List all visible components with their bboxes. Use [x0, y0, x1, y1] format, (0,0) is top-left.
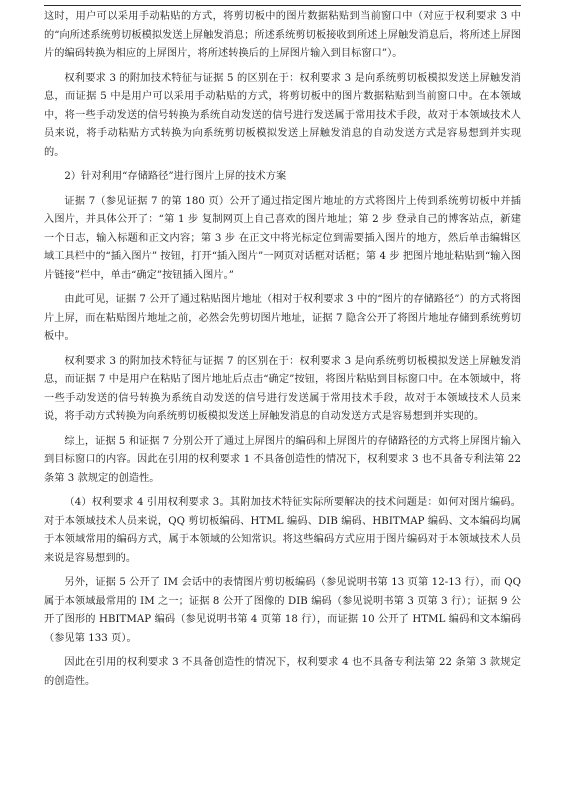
- paragraph-9: 因此在引用的权利要求 3 不具备创造性的情况下，权利要求 4 也不具备专利法第 22 条第 3 款规定的创造性。: [44, 657, 521, 687]
- paragraph-7: （4）权利要求 4 引用权利要求 3。其附加技术特征实际所要解决的技术问题是：如何对图片编码。对于本领域技术人员来说，QQ 剪切板编码、HTML 编码、DIB 编码、HBITMAP 编码、文本编码均属于本领域常用的编码方式，属于本领域的公知常识。将这些编码方式应用于图片编码对于本领域技术人员来说是容易想到的。: [44, 497, 521, 564]
- paragraph-6: 综上，证据 5 和证据 7 分别公开了通过上屏图片的编码和上屏图片的存储路径的方式将上屏图片输入到目标窗口的内容。因此在引用的权利要求 1 不具备创造性的情况下，权利要求 3 也不具备专利法第 22 条第 3 款规定的创造性。: [44, 435, 521, 484]
- section-heading-storage-path: 2）针对利用“存储路径”进行图片上屏的技术方案: [64, 171, 287, 182]
- header-rule: [44, 5, 521, 6]
- paragraph-5: 权利要求 3 的附加技术特征与证据 7 的区别在于：权利要求 3 是向系统剪切板模拟发送上屏触发消息，而证据 7 中是用户在粘贴了图片地址后点击“确定”按钮，将图片粘贴到目标窗口中。在本领域中，将一些手动发送的信号转换为系统自动发送的信号进行发送属于常用技术手段，故对于本领域技术人员来说，将手动方式转换为向系统剪切板模拟发送上屏触发消息的自动发送方式是容易想到并实现的。: [44, 355, 521, 422]
- paragraph-8: 另外，证据 5 公开了 IM 会话中的表情图片剪切板编码（参见说明书第 13 页第 12-13 行），而 QQ 属于本领域最常用的 IM 之一；证据 8 公开了图像的 DIB 编码（参见说明书第 3 页第 3 行）；证据 9 公开了图形的 HBITMAP 编码（参见说明书第 4 页第 18 行），而证据 10 公开了 HTML 编码和文本编码（参见第 133 页）。: [44, 577, 521, 644]
- paragraph-3: 证据 7（参见证据 7 的第 180 页）公开了通过指定图片地址的方式将图片上传到系统剪切板中并插入图片，并具体公开了：“第 1 步 复制网页上自己喜欢的图片地址；第 2 步 登录自己的博客站点，新建一个日志，输入标题和正文内容；第 3 步 在正文中将光标定位到需要插入图片的地方，然后单击编辑区域工具栏中的“插入图片” 按钮，打开“插入图片”一网页对话框对话框；第 4 步 把图片地址粘贴到“输入图片链接”栏中，单击“确定”按钮插入图片。”: [44, 195, 521, 281]
- paragraph-1: 这时，用户可以采用手动粘贴的方式，将剪切板中的图片数据粘贴到当前窗口中（对应于权利要求 3 中的“向所述系统剪切板模拟发送上屏触发消息；所述系统剪切板接收到所述上屏触发消息后，将所述上屏图片的编码转换为相应的上屏图片，将所述转换后的上屏图片输入到目标窗口”）。: [44, 11, 521, 59]
- paragraph-2: 权利要求 3 的附加技术特征与证据 5 的区别在于：权利要求 3 是向系统剪切板模拟发送上屏触发消息，而证据 5 中是用户可以采用手动粘贴的方式，将剪切板中的图片数据粘贴到当前窗口中。在本领域中，将一些手动发送的信号转换为系统自动发送的信号进行发送属于常用技术手段，故对于本领域技术人员来说，将手动粘贴方式转换为向系统剪切板模拟发送上屏触发消息的自动发送方式是容易想到并实现的。: [44, 72, 521, 158]
- paragraph-4: 由此可见，证据 7 公开了通过粘贴图片地址（相对于权利要求 3 中的“图片的存储路径”）的方式将图片上屏，而在粘贴图片地址之前，必然会先剪切图片地址，证据 7 隐含公开了将图片地址存储到系统剪切板中。: [44, 294, 521, 342]
